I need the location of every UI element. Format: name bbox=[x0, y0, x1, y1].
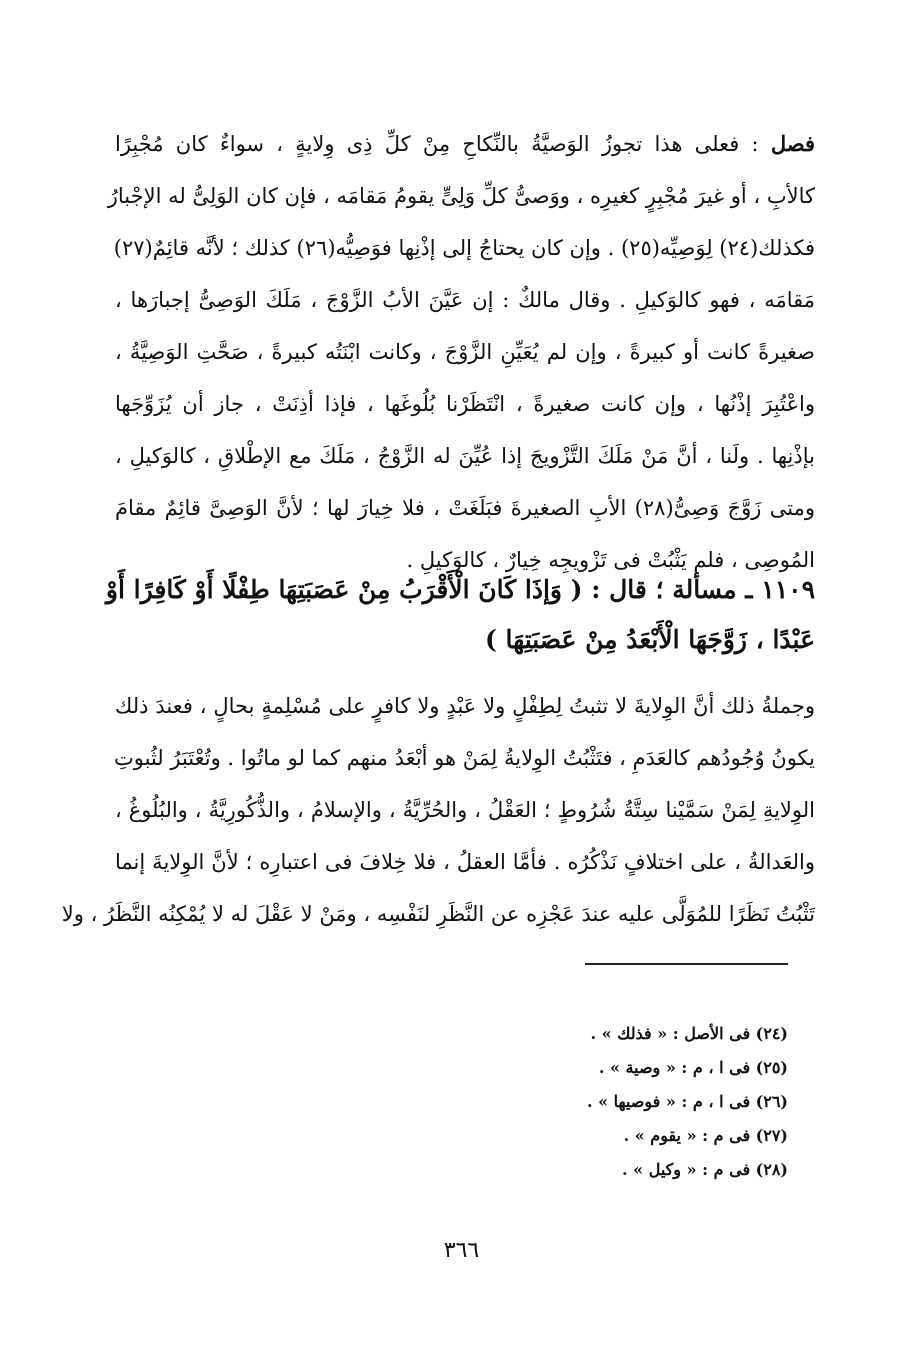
paragraph-fasl bbox=[107, 118, 816, 586]
footnote: (٢٦) فى ا ، م : « فوصيها » . bbox=[586, 1092, 788, 1111]
footnote: (٢٤) فى الأصل : « فذلك » . bbox=[590, 1024, 788, 1043]
footnote: (٢٥) فى ا ، م : « وصية » . bbox=[598, 1058, 788, 1077]
text-line: يكونُ وُجُودُهم كالعَدَمِ ، فتَثْبُتُ الوِلايةُ لِمَنْ هو أبْعَدُ منهم كما لو ماتُوا . وتُعْتَبَرُ لثُبوتِ bbox=[114, 746, 815, 770]
section-lead-word: فصل bbox=[770, 131, 816, 156]
text-line: صغيرةً كانت أو كبيرةً ، وإن لم يُعَيِّنِ الزَّوْجَ ، وكانت ابْنَتُه كبيرةً ، صَحَّتِ الوَصِيَّةُ ، bbox=[115, 340, 815, 364]
text-line: فصل : فعلى هذا تجوزُ الوَصيَّةُ بالنِّكاحِ مِنْ كلِّ ذِى وِلايةٍ ، سواءٌ كان مُجْبِرًا bbox=[115, 131, 816, 156]
paragraph-body bbox=[61, 680, 815, 940]
masala-heading bbox=[105, 565, 815, 665]
footnote: (٢٨) فى م : « وكيل » . bbox=[622, 1160, 788, 1179]
text-line: واعْتُبِرَ إذْنُها ، وإن كانت صغيرةً ، انْتَظَرْنا بُلُوغَها ، فإذا أذِنَتْ ، جاز أن يُزَوِّجَها bbox=[115, 392, 815, 416]
heading-line: عَبْدًا ، زَوَّجَهَا الْأَبْعَدُ مِنْ عَصَبَتِهَا ) bbox=[485, 625, 815, 654]
footnote: (٢٧) فى م : « يقوم » . bbox=[623, 1126, 788, 1145]
text-line: كالأبِ ، أو غيرَ مُجْبِرٍ كغيرِه ، ووَصىُّ كلِّ وَلِىٍّ يقومُ مَقامَه ، فإن كان الوَلِىُّ له الإجْبارُ bbox=[107, 184, 815, 208]
text-line: تَثْبُتُ نَظَرًا للمُوَلَّى عليه عندَ عَجْزِه عن النَّظَرِ لنَفْسِه ، ومَنْ لا عَقْلَ له لا يُمْكِنُه النَّظَرُ ، ولا bbox=[61, 902, 815, 926]
page-number: ٣٦٦ bbox=[443, 1238, 480, 1263]
text-line: وجملةُ ذلك أنَّ الوِلايةَ لا تثبتُ لِطِفْلٍ ولا عَبْدٍ ولا كافرٍ على مُسْلِمةٍ بحالٍ ، فعندَ ذلك bbox=[115, 694, 815, 718]
text-line: والعَدالةُ ، على اختلافٍ نَذْكُرُه . فأمَّا العقلُ ، فلا خِلافَ فى اعتبارِه ؛ لأنَّ الوِلايةَ إنما bbox=[115, 850, 815, 874]
text-line: ومتى زَوَّجَ وَصِىُّ(٢٨) الأبِ الصغيرةَ فبَلَغَتْ ، فلا خِيارَ لها ؛ لأنَّ الوَصِىَّ قائِمٌ مقامَ bbox=[115, 496, 815, 520]
footnote-divider bbox=[585, 963, 788, 965]
text-line: فكذلك(٢٤) لِوَصِيِّه(٢٥) . وإن كان يحتاجُ إلى إذْنِها فوَصِيُّه(٢٦) كذلك ؛ لأنَّه قائِمٌ(٢٧) bbox=[113, 236, 815, 260]
heading-line: ١١٠٩ ـ مسألة ؛ قال : ( وَإذَا كَانَ الْأَقْرَبُ مِنْ عَصَبَتِهَا طِفْلًا أَوْ كَافِرًا أَوْ bbox=[105, 575, 815, 604]
text-line: مَقامَه ، فهو كالوَكيلِ . وقال مالكٌ : إن عَيَّنَ الأبُ الزَّوْجَ ، مَلَكَ الوَصِىُّ إجبارَها ، bbox=[115, 288, 815, 312]
text-line: بإذْنِها . ولَنا ، أنَّ مَنْ مَلَكَ التَّزْويجَ إذا عُيِّنَ له الزَّوْجُ ، مَلَكَ مع الإطْلاقِ ، كالوَكيلِ ، bbox=[115, 444, 815, 468]
text-line: المُوصِى ، فلم يَثْبُتْ فى تَزْويجِه خِيارٌ ، كالوَكيلِ . bbox=[406, 548, 815, 572]
footnotes bbox=[500, 1017, 788, 1187]
text-line: الوِلايةِ لِمَنْ سَمَّيْنا سِتَّةُ شُرُوطٍ ؛ العَقْلُ ، والحُرِّيَّةُ ، والإسلامُ ، والذُّكُورِيَّةُ ، والبُلُوغُ ، bbox=[115, 798, 815, 822]
